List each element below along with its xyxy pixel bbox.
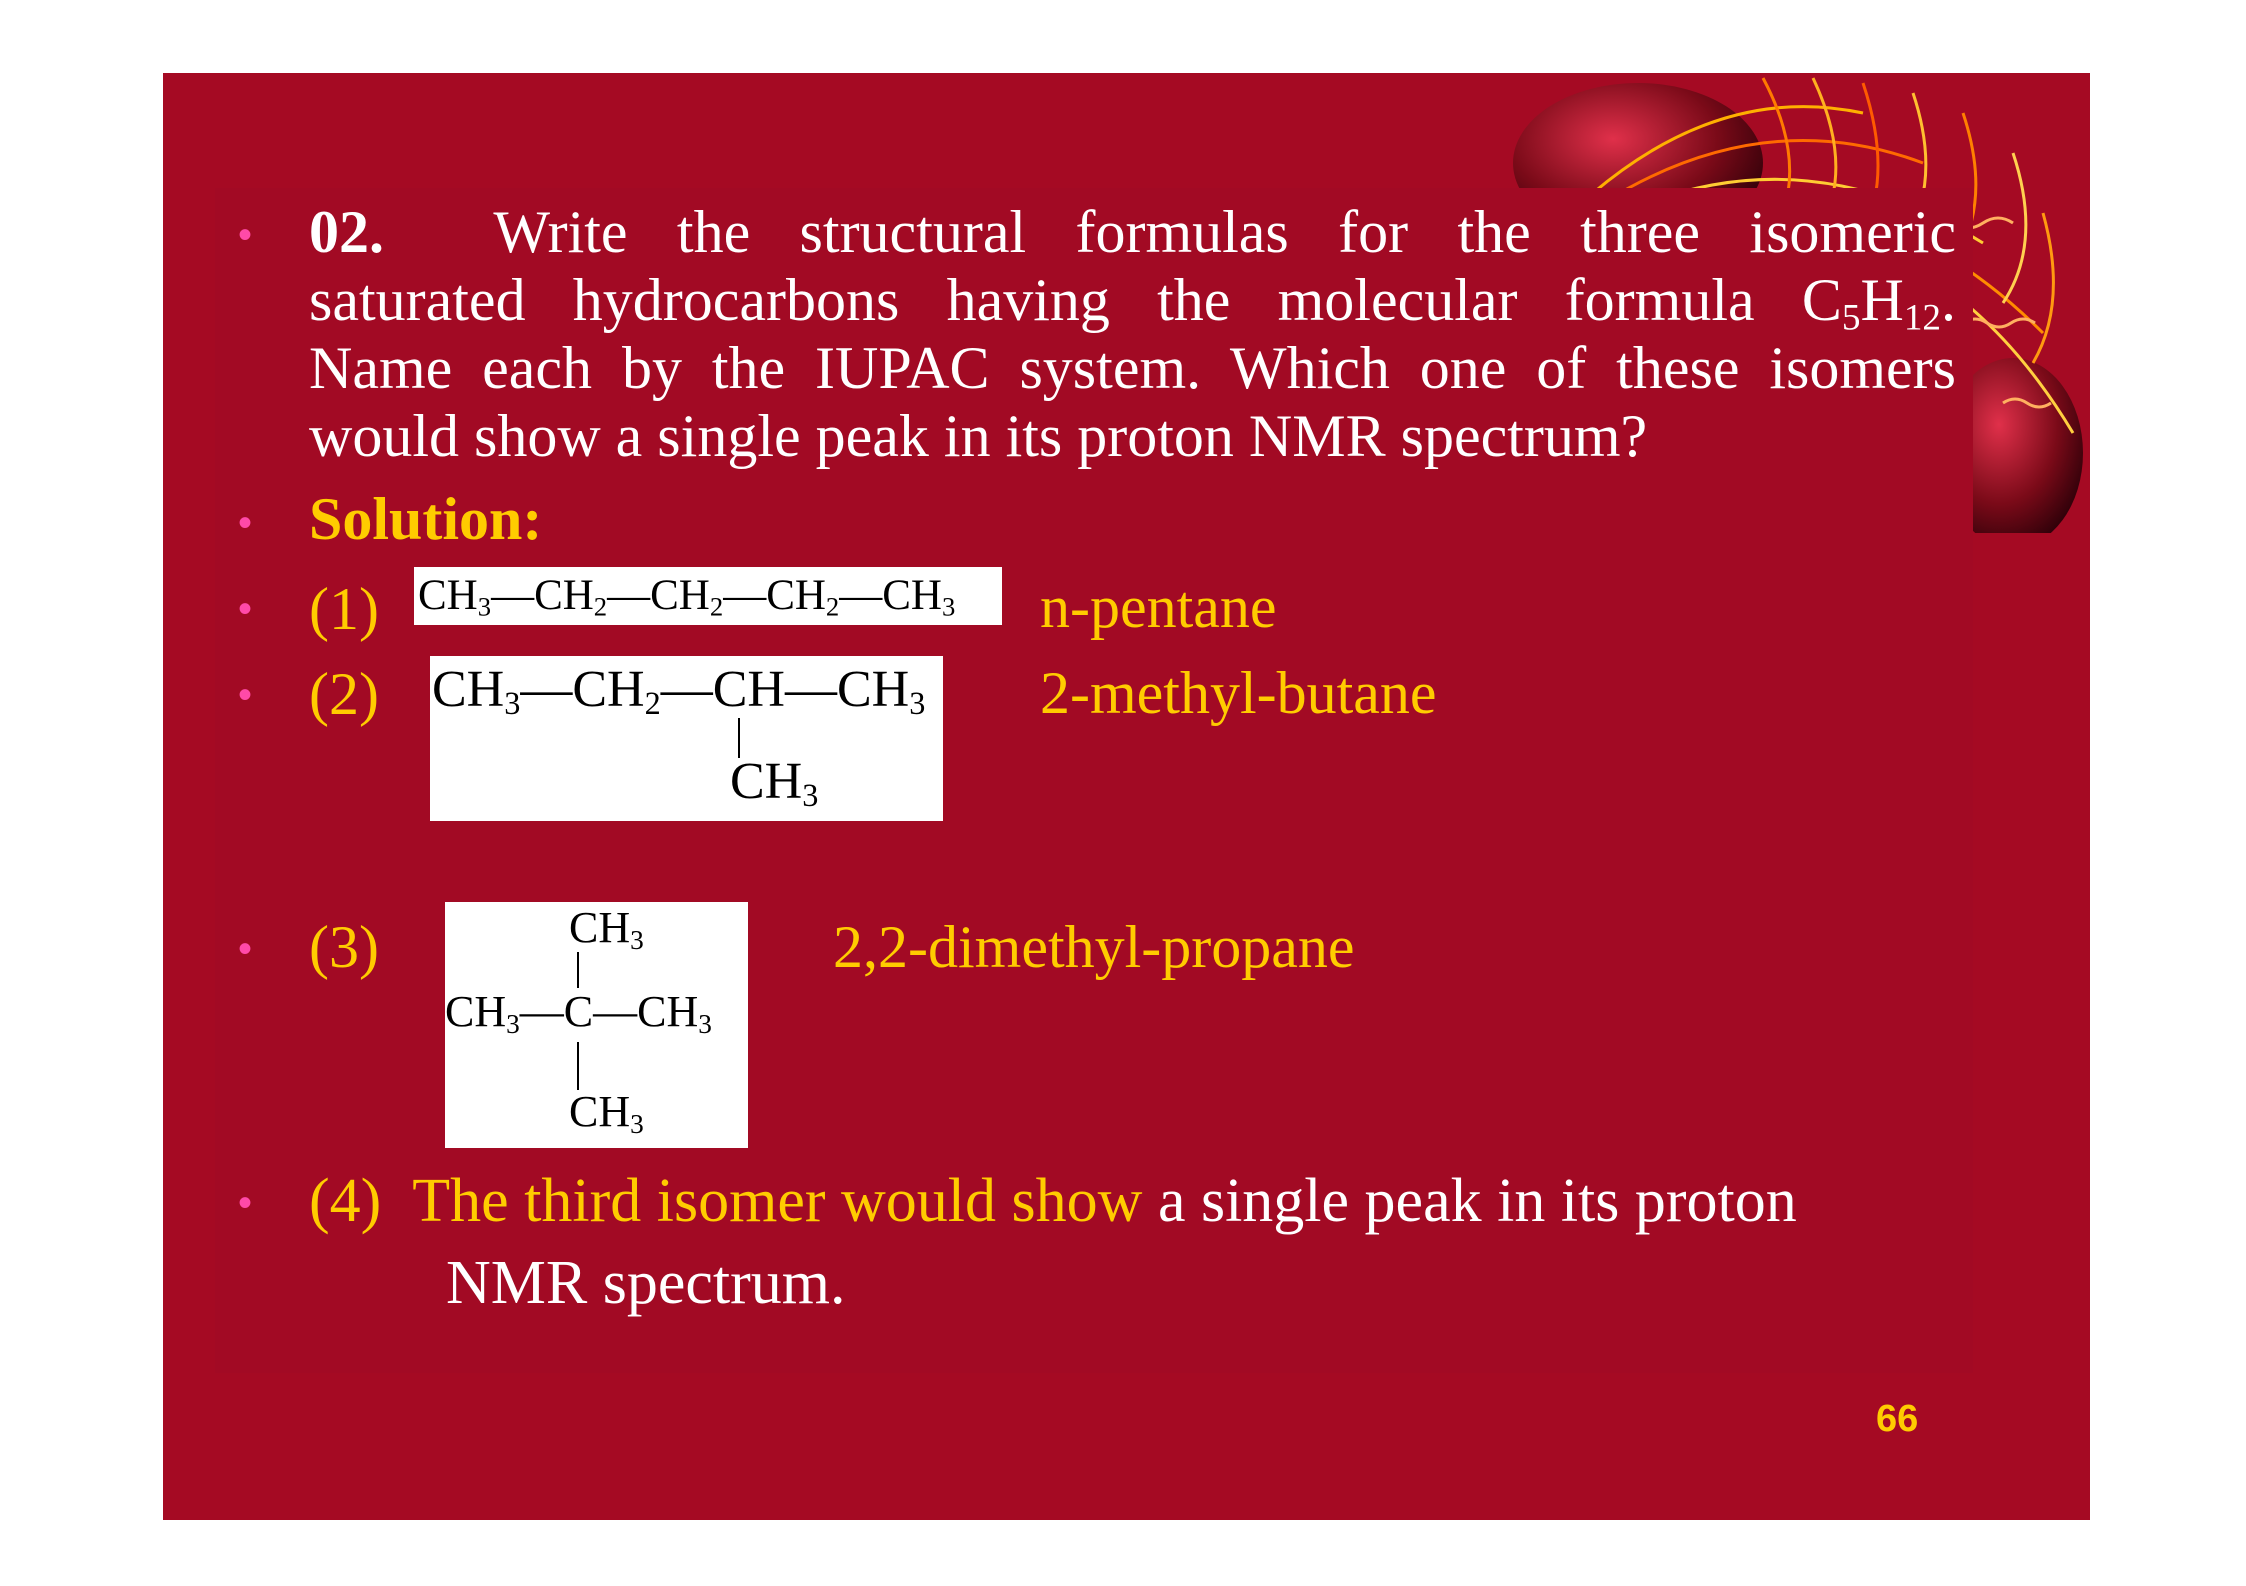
bullet: •	[238, 673, 253, 717]
item-marker-3: (3)	[309, 914, 379, 980]
answer-marker: (4)	[309, 1167, 382, 1235]
item-marker-1: (1)	[309, 576, 379, 642]
answer-line-2: NMR spectrum.	[446, 1249, 846, 1317]
bullet: •	[238, 1181, 253, 1225]
formula-bottom-branch: $CH_3$	[569, 1087, 644, 1139]
n-pentane-structure	[414, 567, 1002, 625]
period: .	[1941, 267, 1956, 333]
bullet: •	[238, 587, 253, 631]
formula-subscript: 5	[1841, 297, 1861, 339]
answer-line-1	[309, 1166, 1797, 1237]
formula-element: H	[1860, 267, 1904, 333]
bullet: •	[238, 213, 253, 257]
bullet: •	[238, 927, 253, 971]
formula-branch: $CH_3$	[730, 753, 819, 814]
slide	[163, 73, 2090, 1520]
answer-highlight: The third isomer would show	[412, 1167, 1143, 1235]
answer-rest: a single peak in its proton	[1157, 1167, 1797, 1235]
question-line-2	[309, 266, 1956, 339]
item-marker-2: (2)	[309, 661, 379, 727]
item-name-2: 2-methyl-butane	[1040, 660, 1437, 726]
formula-top-branch: $CH_3$	[569, 903, 644, 955]
bond-line	[577, 1042, 579, 1090]
question-line-4	[309, 402, 1956, 470]
2-methyl-butane-structure	[430, 656, 943, 821]
question-text-3: Name each by the IUPAC system. Which one of these isomers	[309, 335, 1956, 401]
question-text-1: Write the structural formulas for the three isomeric	[493, 199, 1956, 265]
question-text-4: would show a single peak in its proton NMR spectrum?	[309, 403, 1648, 469]
question-number: 02.	[309, 199, 384, 265]
question-line-1	[309, 198, 1956, 266]
page-number: 66	[1876, 1398, 1919, 1440]
bullet: •	[238, 501, 253, 545]
question-line-3	[309, 334, 1956, 402]
formula-main-chain: $CH_3—CH_2—CH—CH_3$	[432, 661, 926, 722]
solution-label: Solution:	[309, 486, 543, 552]
formula-text: $CH_3—CH_2—CH_2—CH_2—CH_3$	[418, 572, 956, 622]
item-name-1: n-pentane	[1040, 574, 1277, 640]
formula-middle: $CH_3—C—CH_3$	[445, 987, 712, 1039]
bond-line	[577, 952, 579, 988]
item-name-3: 2,2-dimethyl-propane	[833, 914, 1355, 980]
formula-subscript: 12	[1903, 297, 1941, 339]
2-2-dimethyl-propane-structure	[445, 902, 748, 1148]
question-text-2: saturated hydrocarbons having the molecular formula C	[309, 267, 1842, 333]
